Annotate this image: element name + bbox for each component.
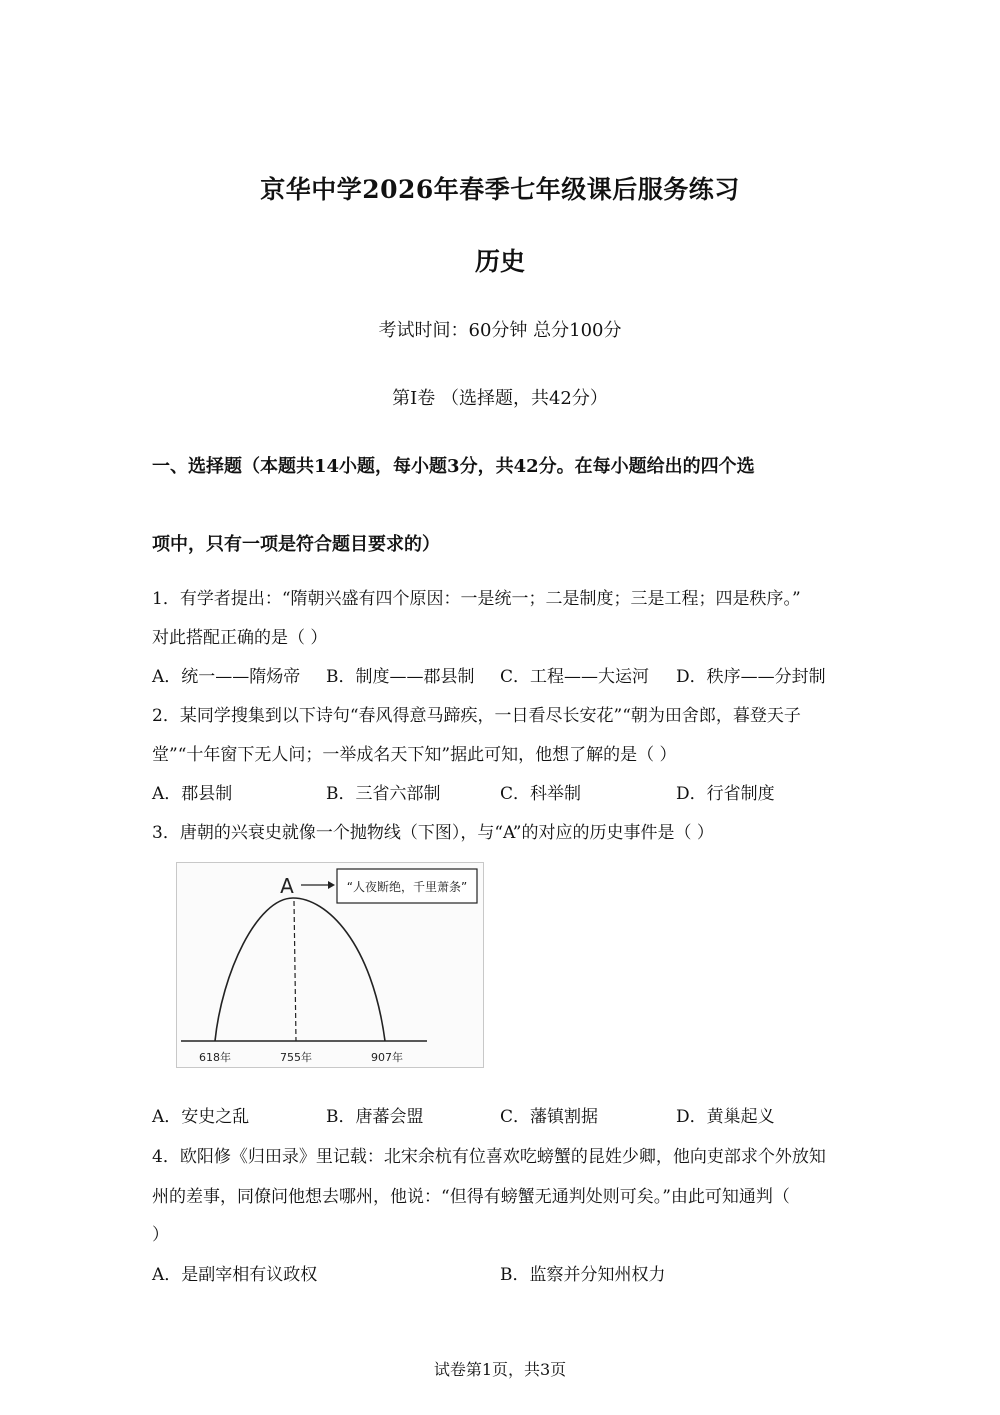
peak-dashed-line: [294, 901, 296, 1041]
rise-fall-curve: [215, 898, 385, 1041]
question-1-option-c: C．工程——大运河: [500, 667, 650, 687]
parabola-diagram: [177, 863, 483, 1067]
question-2-line-1: 2．某同学搜集到以下诗句“春风得意马蹄疾，一日看尽长安花”“朝为田舍郎，暮登天子: [152, 706, 801, 726]
arrow-head: [328, 881, 335, 889]
question-3-option-d: D．黄巢起义: [676, 1107, 775, 1127]
question-2-option-b: B．三省六部制: [326, 784, 441, 804]
volume-label: 第Ⅰ卷 （选择题，共42分）: [392, 388, 608, 409]
question-4-line-1: 4．欧阳修《归田录》里记载：北宋余杭有位喜欢吃螃蟹的昆姓少卿，他向吏部求个外放知: [152, 1147, 826, 1167]
section-heading-line1: 一、选择题（本题共14小题，每小题3分，共42分。在每小题给出的四个选: [152, 456, 755, 477]
question-1-option-b: B．制度——郡县制: [326, 667, 475, 687]
question-2-line-2: 堂”“十年窗下无人问；一举成名天下知”据此可知，他想了解的是（ ）: [152, 745, 677, 765]
question-2-option-c: C．科举制: [500, 784, 582, 804]
page-footer: 试卷第1页，共3页: [433, 1360, 567, 1379]
peak-label: A: [280, 874, 294, 898]
subject-title: 历史: [474, 247, 525, 276]
question-3-option-c: C．藩镇割据: [500, 1107, 599, 1127]
exam-title: 京华中学2026年春季七年级课后服务练习: [260, 175, 740, 204]
question-1-option-a: A．统一——隋炀帝: [152, 667, 301, 687]
question-4-line-2: 州的差事，同僚问他想去哪州，他说：“但得有螃蟹无通判处则可矣。”由此可知通判（: [152, 1187, 790, 1207]
question-4-option-b: B．监察并分知州权力: [500, 1265, 666, 1285]
axis-label-907: 907年: [371, 1051, 403, 1064]
question-4-line-3: ）: [152, 1225, 169, 1245]
exam-info: 考试时间：60分钟 总分100分: [378, 320, 622, 341]
question-3-option-b: B．唐蕃会盟: [326, 1107, 424, 1127]
question-3-line-1: 3．唐朝的兴衰史就像一个抛物线（下图），与“A”的对应的历史事件是（ ）: [152, 823, 714, 843]
axis-label-755: 755年: [280, 1051, 312, 1064]
question-1-option-d: D．秩序——分封制: [676, 667, 826, 687]
section-heading-line2: 项中，只有一项是符合题目要求的）: [152, 534, 440, 555]
annotation-text: “人夜断绝，千里萧条”: [346, 880, 468, 894]
question-2-option-a: A．郡县制: [152, 784, 233, 804]
question-1-line-1: 1．有学者提出：“隋朝兴盛有四个原因：一是统一；二是制度；三是工程；四是秩序。”: [152, 589, 801, 609]
question-4-option-a: A．是副宰相有议政权: [152, 1265, 318, 1285]
tang-dynasty-parabola-figure: [176, 862, 484, 1068]
question-2-option-d: D．行省制度: [676, 784, 775, 804]
question-1-line-2: 对此搭配正确的是（ ）: [152, 628, 328, 648]
question-3-option-a: A．安史之乱: [152, 1107, 250, 1127]
axis-label-618: 618年: [199, 1051, 231, 1064]
